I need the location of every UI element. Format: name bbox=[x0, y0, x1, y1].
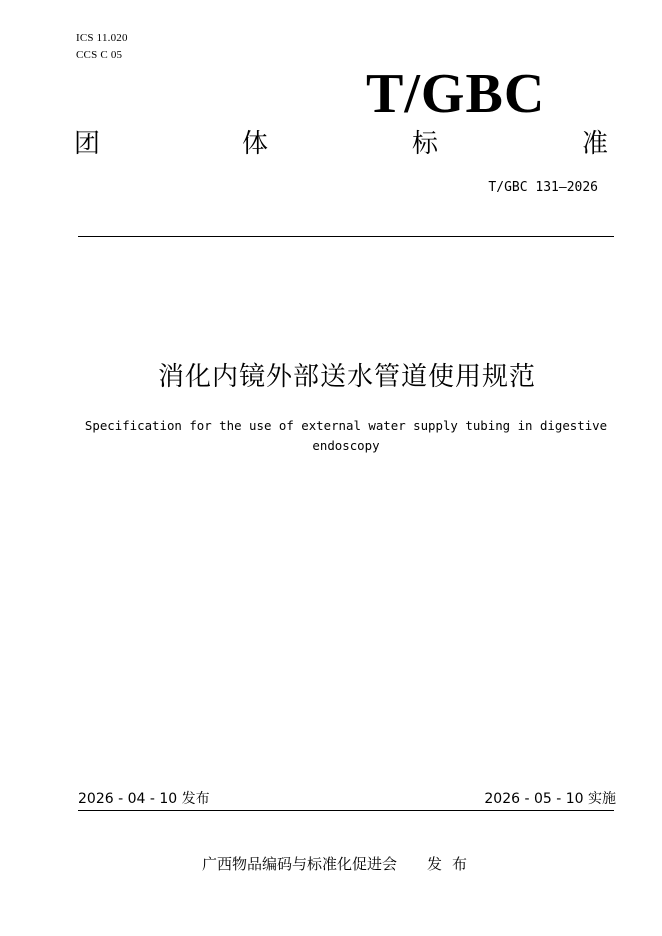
top-divider bbox=[78, 236, 614, 237]
chinese-title: 消化内镜外部送水管道使用规范 bbox=[157, 362, 536, 392]
standard-type-heading bbox=[74, 128, 614, 160]
standard-type-char: 准 bbox=[582, 129, 609, 159]
standard-number: T/GBC 131—2026 bbox=[488, 180, 598, 195]
standard-type-char: 团 bbox=[74, 129, 101, 159]
ics-code: ICS 11.020 bbox=[76, 32, 128, 44]
ccs-code: CCS C 05 bbox=[76, 49, 123, 61]
issuer-line bbox=[202, 854, 477, 874]
english-title: Specification for the use of external water supply tubing in digestive endoscopy bbox=[84, 418, 608, 453]
publish-date: 2026 - 04 - 10 发布 bbox=[78, 791, 210, 807]
issue-action: 发布 bbox=[427, 855, 478, 873]
standard-type-char: 标 bbox=[412, 129, 439, 159]
issuing-organization: 广西物品编码与标准化促进会 bbox=[202, 855, 398, 873]
standard-type-char: 体 bbox=[242, 129, 269, 159]
implementation-date: 2026 - 05 - 10 实施 bbox=[484, 791, 616, 807]
bottom-divider bbox=[78, 810, 614, 811]
organization-logo: T/GBC bbox=[366, 63, 546, 125]
